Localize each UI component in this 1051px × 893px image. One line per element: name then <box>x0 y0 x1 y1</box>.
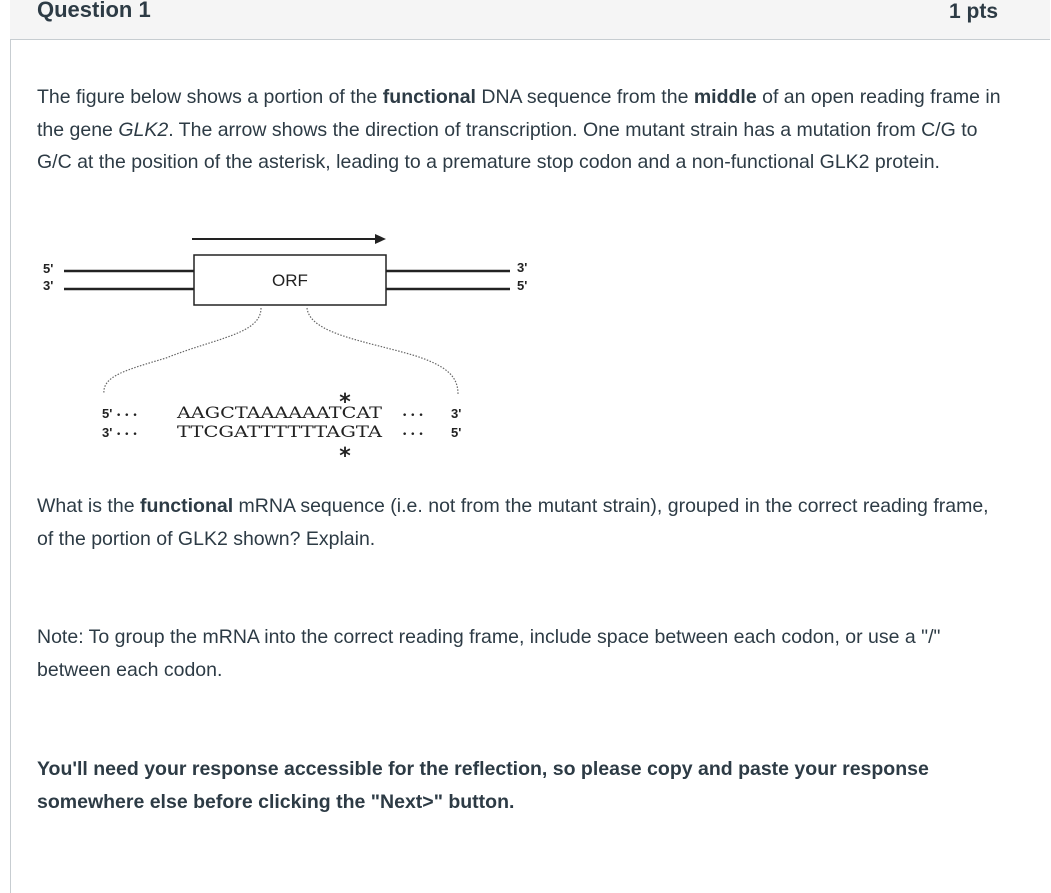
seq-bottom-3prime: 3' <box>102 425 113 440</box>
label-5prime-left: 5' <box>43 261 54 276</box>
seq-top-dots-right: • • • <box>402 411 424 421</box>
seq-top-5prime: 5' <box>102 406 113 421</box>
intro-text-4: . The arrow shows the direction of transcription. One mutant strain has a mutation from C/G to G/C at the position of the asterisk, leading to a premature stop codon and a non-functional GLK2 protein. <box>37 118 978 173</box>
seq-bottom-dots-right: • • • <box>402 430 424 440</box>
intro-text-3: of an open reading frame in the gene <box>37 86 1001 141</box>
question-prompt <box>37 490 1002 555</box>
intro-bold-functional: functional <box>382 86 476 108</box>
prompt-text-2: mRNA sequence (i.e. not from the mutant strain), grouped in the correct reading frame, of the portion of GLK2 shown? Explain. <box>37 495 989 550</box>
question-intro <box>37 81 1002 179</box>
intro-bold-middle: middle <box>693 86 757 108</box>
question-header <box>10 0 1050 40</box>
dna-figure <box>36 226 528 469</box>
seq-top-dots-left: • • • <box>116 411 138 421</box>
zoom-brace-left <box>104 308 261 394</box>
prompt-text-1: What is the <box>37 495 140 517</box>
seq-bottom-dots-left: • • • <box>116 430 138 440</box>
intro-text-2: DNA sequence from the <box>475 86 694 108</box>
mutation-asterisk-bottom: * <box>339 444 351 469</box>
question-title: Question 1 <box>37 0 151 22</box>
label-3prime-right: 3' <box>517 260 528 275</box>
mutation-asterisk-top: * <box>339 390 351 415</box>
seq-top-3prime: 3' <box>451 406 462 421</box>
intro-text-1: The figure below shows a portion of the <box>37 86 383 108</box>
orf-label: ORF <box>272 271 308 290</box>
intro-gene-name: GLK2 <box>118 118 169 141</box>
zoom-brace-right <box>307 308 458 394</box>
seq-bottom-strand: TTCGATTTTTTAGTA <box>177 423 384 441</box>
seq-bottom-5prime: 5' <box>451 425 462 440</box>
question-note: Note: To group the mRNA into the correct reading frame, include space between each codon, or use a "/" between each codon. <box>37 626 941 681</box>
label-3prime-left: 3' <box>43 278 54 293</box>
seq-top-strand: AAGCTAAAAAATCAT <box>175 404 383 422</box>
question-points: 1 pts <box>948 0 998 23</box>
question-reminder: You'll need your response accessible for the reflection, so please copy and paste your response somewhere else before clicking the "Next>" button. <box>37 758 929 813</box>
prompt-bold-functional: functional <box>139 495 234 517</box>
arrow-head-icon <box>375 234 386 244</box>
label-5prime-right: 5' <box>517 278 528 293</box>
